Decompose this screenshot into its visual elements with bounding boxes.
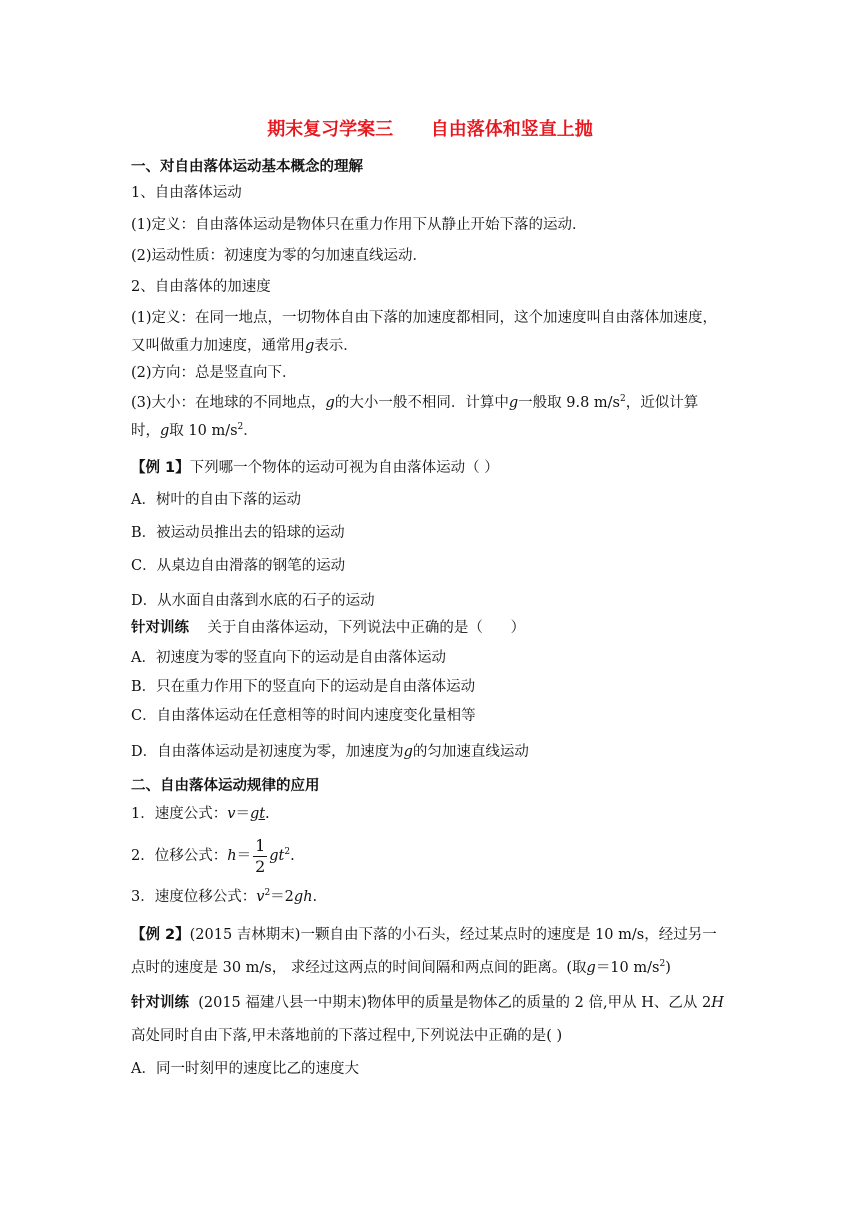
acceleration-size-line1: (3)大小：在地球的不同地点，g的大小一般不相同．计算中g一般取 9.8 $m/s^2$，近似计算: [131, 394, 699, 411]
practice-2-line1: 针对训练 (2015 福建八县一中期末)物体甲的质量是物体乙的质量的 2 倍,甲从 H、乙从 2H: [131, 995, 724, 1011]
fraction-one-half: $\frac{1}{2}$: [255, 835, 266, 876]
practice-2-line2: 高处同时自由下落,甲未落地前的下落过程中,下列说法中正确的是( ): [131, 1028, 563, 1044]
subheading-free-fall: 1、自由落体运动: [131, 185, 242, 201]
velocity-displacement-formula: 3．速度位移公式：$v^2=2gh$.: [131, 888, 318, 905]
practice-1-question: 针对训练 关于自由落体运动，下列说法中正确的是（ ）: [131, 620, 526, 636]
definition-free-fall: (1)定义：自由落体运动是物体只在重力作用下从静止开始下落的运动．: [131, 217, 587, 233]
practice-1-option-c: C．自由落体运动在任意相等的时间内速度变化量相等: [131, 708, 476, 724]
practice-2-option-a: A．同一时刻甲的速度比乙的速度大: [131, 1061, 359, 1077]
subheading-acceleration: 2、自由落体的加速度: [131, 279, 271, 295]
practice-1-option-a: A．初速度为零的竖直向下的运动是自由落体运动: [131, 650, 446, 666]
section-heading-application: 二、自由落体运动规律的应用: [131, 778, 320, 794]
definition-acceleration-line1: (1)定义：在同一地点，一切物体自由下落的加速度都相同，这个加速度叫自由落体加速度，: [131, 310, 718, 326]
practice-1-option-b: B．只在重力作用下的竖直向下的运动是自由落体运动: [131, 679, 476, 695]
displacement-formula: 2．位移公式：h＝ $\frac{1}{2}$ $gt^2$.: [131, 835, 295, 876]
motion-nature: (2)运动性质：初速度为零的匀加速直线运动．: [131, 248, 428, 264]
page-title: 期末复习学案三 自由落体和竖直上抛: [267, 119, 593, 140]
acceleration-size-line2: 时，g取 10 $m/s^2$．: [131, 422, 258, 439]
section-heading-concepts: 一、对自由落体运动基本概念的理解: [131, 159, 363, 175]
example-2-line2: 点时的速度是 30 m/s， 求经过这两点的时间间隔和两点间的距离。(取g＝10 $m/s^2$): [131, 959, 671, 976]
example-1-option-d: D．从水面自由落到水底的石子的运动: [131, 593, 375, 609]
acceleration-direction: (2)方向：总是竖直向下．: [131, 365, 297, 381]
example-1-option-a: A．树叶的自由下落的运动: [131, 492, 301, 508]
example-1-question: 【例 1】下列哪一个物体的运动可视为自由落体运动（ ）: [131, 460, 499, 476]
velocity-formula: 1．速度公式：v＝gt.: [131, 806, 270, 822]
definition-acceleration-line2: 又叫做重力加速度，通常用g表示．: [131, 338, 358, 354]
practice-1-option-d: D．自由落体运动是初速度为零，加速度为g的匀加速直线运动: [131, 744, 529, 760]
example-1-option-c: C．从桌边自由滑落的钢笔的运动: [131, 558, 346, 574]
example-1-option-b: B．被运动员推出去的铅球的运动: [131, 525, 345, 541]
example-2-line1: 【例 2】(2015 吉林期末)一颗自由下落的小石头，经过某点时的速度是 10 m/s，经过另一: [131, 927, 717, 943]
